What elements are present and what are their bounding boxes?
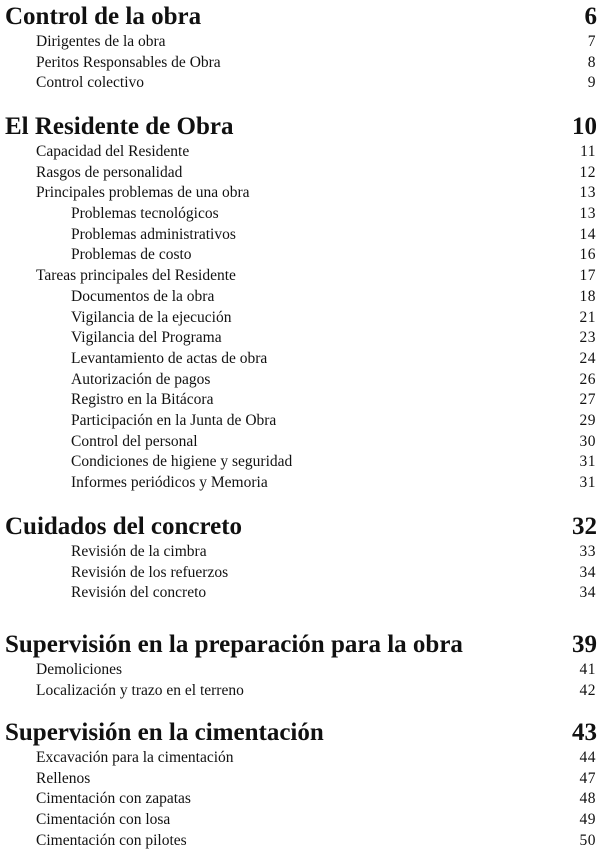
entry-title: Excavación para la cimentación	[36, 749, 234, 766]
toc-entry	[0, 287, 600, 308]
toc-entry	[0, 563, 600, 584]
chapter-page-number: 10	[572, 113, 597, 140]
chapter-page-number: 43	[572, 719, 597, 746]
entry-page-number: 9	[587, 74, 596, 92]
chapter-title: Supervisión en la cimentación	[5, 719, 324, 746]
chapter-title: Cuidados del concreto	[5, 513, 243, 540]
entry-page-number: 18	[579, 287, 596, 305]
entry-title: Vigilancia del Programa	[71, 329, 222, 347]
entry-page-number: 13	[579, 205, 596, 223]
toc-entry	[0, 411, 600, 432]
entry-page-number: 24	[579, 349, 596, 367]
entry-title: Capacidad del Residente	[36, 143, 190, 160]
entry-title: Revisión de la cimbra	[71, 543, 207, 560]
chapter-title: Supervisión en la preparación para la obra	[5, 631, 463, 658]
toc-entry	[0, 225, 600, 246]
toc-entry	[0, 681, 600, 702]
toc-chapter	[0, 112, 600, 494]
toc-entry	[0, 245, 600, 266]
entry-page-number: 49	[579, 811, 596, 829]
chapter-heading	[0, 630, 600, 660]
toc-entry	[0, 810, 600, 831]
entry-title: Rellenos	[36, 769, 91, 787]
entry-title: Problemas de costo	[71, 246, 192, 264]
entry-title: Cimentación con zapatas	[36, 790, 191, 808]
chapter-title: Control de la obra	[5, 3, 202, 30]
entry-title: Documentos de la obra	[71, 287, 215, 305]
entry-page-number: 31	[579, 474, 596, 491]
entry-title: Participación en la Junta de Obra	[71, 411, 277, 429]
entry-title: Informes periódicos y Memoria	[71, 474, 268, 491]
toc-entry	[0, 183, 600, 204]
chapter-page-number: 39	[572, 631, 597, 658]
toc-entry	[0, 542, 600, 563]
toc-entry	[0, 583, 600, 604]
toc-chapter	[0, 512, 600, 604]
entry-page-number: 30	[579, 432, 596, 450]
entry-page-number: 14	[579, 225, 596, 243]
toc-entry	[0, 308, 600, 329]
entry-page-number: 33	[579, 543, 596, 560]
toc-entry	[0, 163, 600, 184]
chapter-heading	[0, 718, 600, 748]
entry-title: Revisión de los refuerzos	[71, 563, 229, 581]
chapter-heading	[0, 112, 600, 142]
entry-page-number: 26	[579, 370, 596, 388]
toc-chapter	[0, 2, 600, 94]
entry-page-number: 47	[579, 769, 596, 787]
toc-entry	[0, 473, 600, 494]
entry-page-number: 48	[579, 790, 596, 808]
entry-title: Rasgos de personalidad	[36, 163, 183, 181]
toc-entry	[0, 432, 600, 453]
toc-entry	[0, 748, 600, 769]
entry-title: Levantamiento de actas de obra	[71, 349, 268, 367]
toc-chapter	[0, 630, 600, 701]
entry-page-number: 21	[579, 308, 596, 326]
entry-title: Cimentación con pilotes	[36, 831, 187, 849]
entry-page-number: 34	[579, 584, 596, 602]
entry-page-number: 31	[579, 453, 596, 471]
entry-page-number: 13	[579, 184, 596, 202]
toc-entry	[0, 32, 600, 53]
toc-entry	[0, 370, 600, 391]
toc-entry	[0, 769, 600, 790]
entry-title: Control colectivo	[36, 74, 145, 92]
toc-entry	[0, 789, 600, 810]
entry-page-number: 44	[579, 749, 596, 766]
toc-entry	[0, 53, 600, 74]
entry-page-number: 23	[579, 329, 596, 347]
entry-title: Tareas principales del Residente	[36, 267, 236, 285]
toc-entry	[0, 349, 600, 370]
entry-page-number: 17	[579, 267, 596, 285]
entry-title: Registro en la Bitácora	[71, 391, 214, 409]
entry-page-number: 8	[587, 53, 596, 71]
entry-page-number: 11	[580, 143, 596, 160]
entry-page-number: 16	[579, 246, 596, 264]
toc-chapter	[0, 718, 600, 851]
entry-title: Dirigentes de la obra	[36, 33, 166, 50]
entry-page-number: 7	[587, 33, 596, 50]
entry-title: Principales problemas de una obra	[36, 184, 250, 202]
entry-title: Localización y trazo en el terreno	[36, 681, 244, 699]
entry-title: Peritos Responsables de Obra	[36, 53, 221, 71]
entry-page-number: 29	[579, 411, 596, 429]
entry-page-number: 12	[579, 163, 596, 181]
chapter-title: El Residente de Obra	[5, 113, 234, 140]
entry-page-number: 34	[579, 563, 596, 581]
toc-entry	[0, 831, 600, 851]
entry-page-number: 41	[579, 661, 596, 678]
entry-title: Demoliciones	[36, 661, 123, 678]
entry-title: Revisión del concreto	[71, 584, 207, 602]
toc-entry	[0, 452, 600, 473]
entry-page-number: 42	[579, 681, 596, 699]
chapter-heading	[0, 2, 600, 32]
toc-entry	[0, 73, 600, 94]
entry-title: Problemas administrativos	[71, 225, 236, 243]
toc-entry	[0, 142, 600, 163]
toc-entry	[0, 660, 600, 681]
toc-entry	[0, 390, 600, 411]
entry-title: Control del personal	[71, 432, 198, 450]
entry-page-number: 27	[579, 391, 596, 409]
entry-page-number: 50	[579, 831, 596, 849]
toc-entry	[0, 266, 600, 287]
toc-entry	[0, 328, 600, 349]
entry-title: Condiciones de higiene y seguridad	[71, 453, 293, 471]
entry-title: Cimentación con losa	[36, 811, 171, 829]
chapter-heading	[0, 512, 600, 542]
chapter-page-number: 6	[584, 3, 597, 30]
toc-entry	[0, 204, 600, 225]
entry-title: Vigilancia de la ejecución	[71, 308, 232, 326]
entry-title: Problemas tecnológicos	[71, 205, 219, 223]
entry-title: Autorización de pagos	[71, 370, 211, 388]
chapter-page-number: 32	[572, 513, 597, 540]
